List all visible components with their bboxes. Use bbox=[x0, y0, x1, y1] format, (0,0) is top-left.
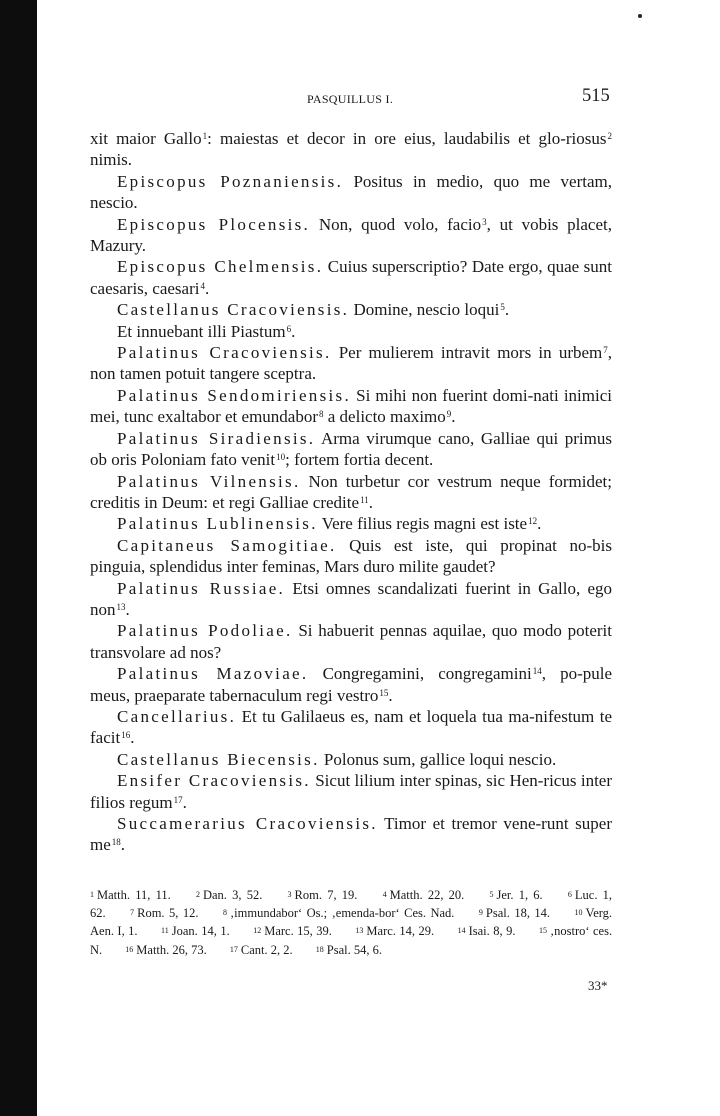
footnote bbox=[196, 888, 262, 902]
text-paragraph bbox=[90, 706, 612, 749]
footnote-ref: 8 bbox=[319, 409, 324, 420]
footnote-number: 8 bbox=[222, 908, 227, 918]
footnote-text: Marc. 15, 39. bbox=[264, 924, 332, 939]
speech-text: Congregamini, congregamini bbox=[308, 664, 532, 684]
footnote-text: Psal. 54, 6. bbox=[326, 942, 382, 957]
footnote-ref: 16 bbox=[121, 730, 131, 741]
footnote-number: 14 bbox=[457, 926, 466, 936]
footnote-text: Matth. 26, 73. bbox=[136, 942, 207, 957]
speech-text: Arma virumque cano, Galliae qui primus ob oris Poloniam fato venit bbox=[90, 428, 612, 470]
speech-text: Etsi omnes scandalizati fuerint in Gallo, ego non bbox=[90, 578, 612, 619]
speech-text: Non turbetur cor vestrum neque formidet; creditis in Deum: et regi Galliae credite bbox=[90, 471, 612, 512]
speech-text: ; fortem fortia decent. bbox=[285, 450, 434, 470]
footnote bbox=[230, 943, 293, 957]
speech-text: Si habuerit pennas aquilae, quo modo poterit transvolare ad nos? bbox=[90, 621, 613, 662]
footnote bbox=[125, 943, 206, 957]
speaker-name: Episcopus Pozn bbox=[117, 171, 264, 191]
speaker-name: Succamerarius Cracoviensis. bbox=[117, 814, 378, 833]
text-paragraph bbox=[90, 620, 612, 663]
speaker-name: Castellanus Biecensis. bbox=[117, 749, 320, 769]
text-paragraph bbox=[90, 749, 612, 770]
speech-text: Sicut lilium inter spinas, sic Hen-ricus inter filios regum bbox=[90, 771, 612, 812]
speech-text: , po-pule meus, praeparate tabernaculum regi vestro bbox=[90, 664, 612, 705]
footnote-ref: 17 bbox=[173, 794, 183, 805]
speech-text: Si mihi non fuerint domi-nati inimici mei, tunc exaltabor et emundabor bbox=[90, 385, 612, 427]
footnote-text: ‚immundabor‘ Os.; ‚emenda-bor‘ Ces. Nad. bbox=[229, 906, 455, 921]
page-number: 515 bbox=[582, 86, 610, 106]
footnote-text: Matth. 11, 11. bbox=[97, 888, 171, 902]
footnote-text: ‚nostro‘ ces. N. bbox=[90, 924, 613, 957]
footnote bbox=[316, 943, 382, 957]
footnote-number: 9 bbox=[478, 908, 483, 918]
speech-text: Et tu Galilaeus es, nam et loquela tua ma-nifestum te facit bbox=[90, 706, 612, 748]
footnote bbox=[383, 888, 465, 902]
speaker-name: Cancellarius. bbox=[117, 706, 237, 726]
speech-text: Polonus sum, gallice loqui nescio. bbox=[319, 749, 557, 769]
footnote-ref: 15 bbox=[379, 687, 389, 698]
footnote bbox=[161, 924, 230, 938]
footnote bbox=[458, 924, 516, 938]
footnote-text: Marc. 14, 29. bbox=[366, 924, 435, 939]
footnote-text: Verg. Aen. I, 1. bbox=[90, 906, 613, 939]
footnote-ref: 3 bbox=[482, 216, 487, 227]
text-paragraph bbox=[90, 256, 612, 299]
footnote-ref: 12 bbox=[528, 516, 538, 527]
footnote-ref: 11 bbox=[360, 494, 369, 505]
speech-text: . bbox=[120, 835, 126, 855]
speaker-name: Castellanus Cracoviensis. bbox=[117, 300, 350, 320]
footnote bbox=[288, 888, 358, 902]
footnote-ref: 18 bbox=[111, 837, 121, 848]
speaker-name: aniensis. bbox=[263, 171, 344, 191]
footnote bbox=[130, 906, 198, 920]
footnote-text: Cant. 2, 2. bbox=[240, 942, 293, 957]
footnote-text: Joan. 14, 1. bbox=[171, 924, 230, 939]
speech-text: . bbox=[291, 321, 296, 341]
text-paragraph bbox=[90, 214, 612, 257]
speech-text: xit maior Gallo bbox=[90, 129, 202, 148]
footnote-text: Jer. 1, 6. bbox=[496, 888, 543, 902]
footnote-ref: 6 bbox=[286, 323, 292, 334]
speech-text: , ut vobis placet, Mazury. bbox=[90, 214, 612, 256]
speech-text: Cuius superscriptio? Date ergo, quae sunt caesaris, caesari bbox=[90, 257, 613, 298]
main-text bbox=[90, 128, 612, 856]
footnote bbox=[490, 888, 543, 902]
text-paragraph bbox=[90, 385, 612, 428]
speaker-name: Palatinus Vilnensis. bbox=[117, 471, 301, 491]
speech-text: . bbox=[368, 492, 373, 512]
footnote-text: Rom. 7, 19. bbox=[294, 888, 358, 902]
footnote-ref: 5 bbox=[500, 302, 505, 313]
speaker-name: Palatinus Podoliae. bbox=[117, 621, 293, 641]
speaker-name: Palatinus Cracoviensis. bbox=[117, 343, 332, 363]
footnote-ref: 10 bbox=[276, 452, 286, 463]
footnote-text: Dan. 3, 52. bbox=[202, 888, 263, 902]
speaker-name: Palatinus Mazoviae. bbox=[117, 664, 309, 684]
footnote-text: Rom. 5, 12. bbox=[137, 906, 199, 921]
speaker-name: Capitaneus Samogitiae. bbox=[117, 535, 337, 555]
footnote-number: 3 bbox=[287, 890, 292, 899]
speech-text: : maiestas et decor in ore eius, laudabilis et glo-riosus bbox=[207, 129, 607, 148]
text-paragraph bbox=[90, 535, 612, 578]
footnote-number: 15 bbox=[538, 926, 547, 936]
speaker-name: Palatinus Siradiensis. bbox=[117, 428, 316, 448]
footnote-number: 17 bbox=[229, 944, 238, 954]
footnote bbox=[253, 924, 332, 938]
footnote-ref: 7 bbox=[603, 345, 608, 356]
footnote-number: 16 bbox=[125, 944, 134, 954]
speech-text: . bbox=[537, 514, 542, 534]
footnote-number: 12 bbox=[253, 926, 262, 936]
text-paragraph bbox=[90, 428, 612, 471]
text-paragraph bbox=[90, 578, 612, 621]
footnote bbox=[90, 888, 171, 902]
footnote-text: Luc. 1, 62. bbox=[90, 888, 613, 921]
footnote-ref: 2 bbox=[607, 131, 612, 141]
text-paragraph bbox=[90, 513, 612, 534]
footnote-text: Isai. 8, 9. bbox=[468, 924, 516, 939]
text-paragraph bbox=[90, 813, 612, 856]
footnote-number: 18 bbox=[315, 944, 324, 954]
text-paragraph bbox=[90, 321, 612, 342]
speech-text: Timor et tremor vene-runt super me bbox=[90, 814, 612, 855]
speech-text: . bbox=[130, 728, 135, 748]
speck bbox=[638, 14, 642, 18]
speech-text: . bbox=[388, 685, 393, 705]
speaker-name: Palatinus Sendomiriensis. bbox=[117, 385, 352, 405]
footnote bbox=[355, 924, 434, 938]
speaker-name: Episcopus Chelmensis. bbox=[117, 257, 324, 277]
speech-text: Positus in medio, quo me vertam, nescio. bbox=[90, 171, 612, 213]
footnote-ref: 4 bbox=[200, 280, 205, 291]
text-paragraph bbox=[90, 663, 612, 706]
footnote bbox=[479, 906, 550, 920]
footnote-number: 1 bbox=[90, 890, 94, 899]
speech-text: . bbox=[204, 278, 210, 298]
speaker-name: Ensifer Cracoviensis. bbox=[117, 771, 311, 791]
footnote-number: 5 bbox=[489, 890, 494, 899]
running-head: PASQUILLUS I. bbox=[307, 92, 394, 106]
printer-signature: 33* bbox=[588, 978, 608, 993]
speech-text: Per mulierem intravit mors in urbem bbox=[331, 343, 603, 363]
speech-text: , non tamen potuit tangere sceptra. bbox=[90, 343, 612, 384]
speech-text: . bbox=[504, 300, 510, 320]
text-paragraph bbox=[90, 128, 612, 171]
footnotes bbox=[90, 886, 612, 959]
speech-text: . bbox=[125, 599, 130, 619]
footnote-number: 6 bbox=[567, 890, 572, 899]
speaker-name: Episcopus Plocensis. bbox=[117, 214, 311, 234]
speech-text: . bbox=[451, 407, 456, 427]
speech-text: Domine, nescio loqui bbox=[349, 300, 500, 320]
text-paragraph bbox=[90, 471, 612, 514]
text-paragraph bbox=[90, 770, 612, 813]
footnote-ref: 14 bbox=[532, 666, 542, 677]
speech-text: a delicto maximo bbox=[323, 407, 446, 427]
speaker-name: Palatinus Lublinensis. bbox=[117, 514, 318, 534]
footnote-number: 4 bbox=[382, 890, 387, 899]
speech-text: Quis est iste, qui propinat no-bis pinguia, splendidus inter feminas, Mars duro milite gaudet? bbox=[90, 535, 612, 577]
speech-text: . bbox=[182, 792, 187, 812]
speech-text: Non, quod volo, facio bbox=[310, 214, 482, 234]
text-paragraph bbox=[90, 342, 612, 385]
speaker-name: Palatinus Russiae. bbox=[117, 578, 286, 598]
footnote bbox=[223, 906, 454, 920]
footnote-text: Psal. 18, 14. bbox=[485, 906, 551, 921]
footnote-number: 7 bbox=[130, 908, 135, 918]
speech-text: Et innuebant illi Piastum bbox=[117, 321, 286, 341]
footnote-ref: 1 bbox=[202, 131, 208, 141]
footnote-number: 13 bbox=[355, 926, 364, 936]
footnote-text: Matth. 22, 20. bbox=[389, 888, 465, 902]
text-paragraph bbox=[90, 299, 612, 320]
book-spine-shadow bbox=[0, 0, 37, 1116]
footnote-number: 10 bbox=[574, 908, 583, 918]
speech-text: Vere filius regis magni est iste bbox=[317, 514, 528, 534]
speech-text: nimis. bbox=[90, 150, 133, 170]
text-paragraph bbox=[90, 171, 612, 214]
footnote-number: 11 bbox=[161, 926, 169, 936]
footnote-ref: 13 bbox=[116, 601, 126, 612]
footnote-number: 2 bbox=[195, 890, 200, 899]
footnote-ref: 9 bbox=[446, 409, 452, 420]
